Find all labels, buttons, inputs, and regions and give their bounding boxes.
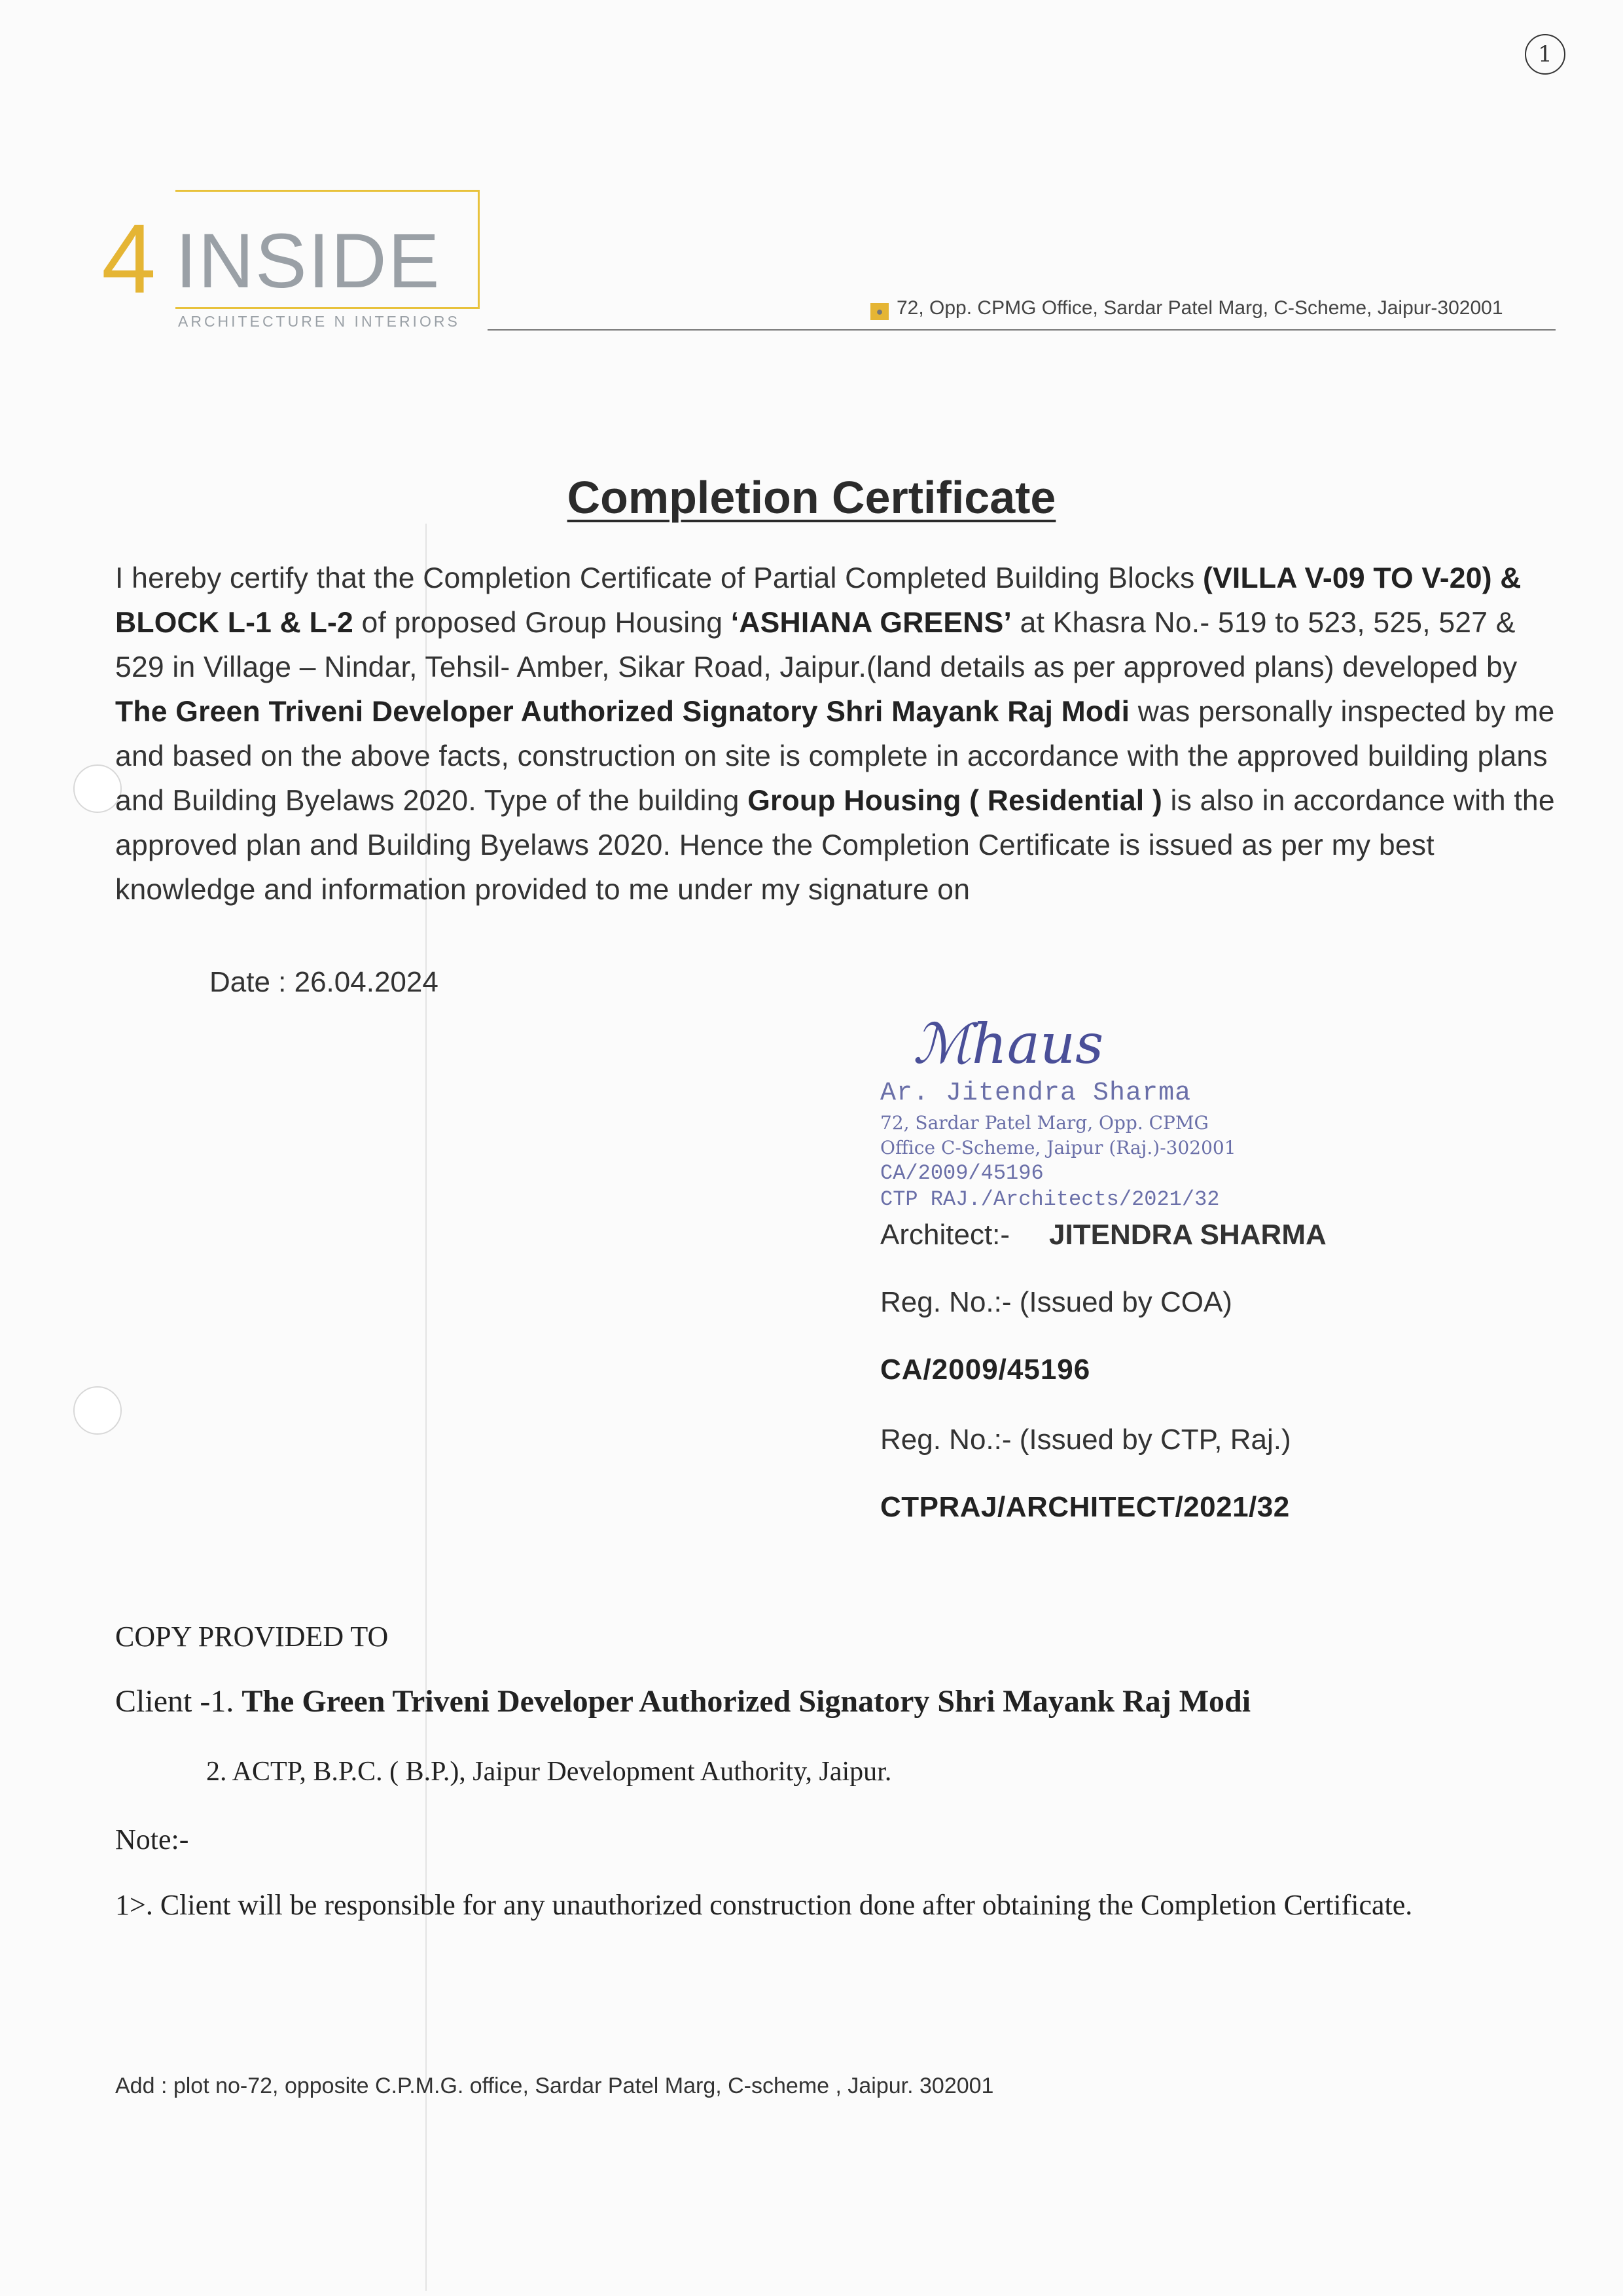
punch-hole-top bbox=[73, 764, 122, 813]
stamp-address-1: 72, Sardar Patel Marg, Opp. CPMG bbox=[880, 1112, 1209, 1134]
note-label: Note:- bbox=[115, 1823, 189, 1856]
copy-heading: COPY PROVIDED TO bbox=[115, 1621, 389, 1653]
issue-date: Date : 26.04.2024 bbox=[209, 966, 438, 998]
logo-numeral: 4 bbox=[101, 204, 156, 314]
copy-client-name: The Green Triveni Developer Authorized Signatory Shri Mayank Raj Modi bbox=[241, 1684, 1251, 1719]
letterhead-address-text: 72, Opp. CPMG Office, Sardar Patel Marg, C-Scheme, Jaipur-302001 bbox=[897, 297, 1503, 319]
architect-label: Architect:- bbox=[880, 1219, 1010, 1251]
body-project-name: ‘ASHIANA GREENS’ bbox=[730, 607, 1012, 639]
footer-address: Add : plot no-72, opposite C.P.M.G. office, Sardar Patel Marg, C-scheme , Jaipur. 302001 bbox=[115, 2073, 994, 2098]
stamp-reg-2: CTP RAJ./Architects/2021/32 bbox=[880, 1187, 1220, 1211]
company-logo bbox=[98, 190, 484, 331]
body-text-2: of proposed Group Housing bbox=[353, 607, 731, 639]
body-text-4: was personally inspected by me and based on the above facts, construction on site is complete in accordance with the approved building plans and Building Byelaws 2020. Type of the building bbox=[115, 696, 1555, 817]
copy-recipient-2: 2. ACTP, B.P.C. ( B.P.), Jaipur Development Authority, Jaipur. bbox=[206, 1757, 892, 1787]
stamp-address-2: Office C-Scheme, Jaipur (Raj.)-302001 bbox=[880, 1137, 1236, 1158]
certificate-body bbox=[115, 556, 1561, 912]
stamp-name: Ar. Jitendra Sharma bbox=[880, 1079, 1192, 1108]
stamp-reg-1: CA/2009/45196 bbox=[880, 1161, 1044, 1185]
signature-block bbox=[880, 1011, 1535, 1213]
body-blocks: (VILLA V-09 TO V-20) & BLOCK L-1 & L-2 bbox=[115, 562, 1522, 639]
header-divider bbox=[488, 329, 1556, 331]
architect-name: JITENDRA SHARMA bbox=[1049, 1219, 1327, 1251]
copy-client-1 bbox=[115, 1683, 1251, 1719]
note-item-1: 1>. Client will be responsible for any unauthorized construction done after obtaining the Completion Certificate. bbox=[115, 1889, 1413, 1921]
reg-ctp-label: Reg. No.:- (Issued by CTP, Raj.) bbox=[880, 1424, 1291, 1456]
logo-wordmark: INSIDE bbox=[175, 218, 441, 304]
punch-hole-bottom bbox=[73, 1386, 122, 1435]
body-text-1: I hereby certify that the Completion Certificate of Partial Completed Building Blocks bbox=[115, 562, 1204, 594]
logo-tagline: ARCHITECTURE N INTERIORS bbox=[178, 313, 460, 330]
body-developer: The Green Triveni Developer Authorized Signatory Shri Mayank Raj Modi bbox=[115, 696, 1130, 728]
page-number-mark: 1 bbox=[1525, 34, 1565, 75]
architect-line bbox=[880, 1219, 1327, 1251]
reg-ctp-number: CTPRAJ/ARCHITECT/2021/32 bbox=[880, 1491, 1290, 1523]
reg-coa-label: Reg. No.:- (Issued by COA) bbox=[880, 1286, 1232, 1318]
location-pin-icon: ● bbox=[870, 303, 889, 320]
body-building-type: Group Housing ( Residential ) bbox=[747, 785, 1162, 817]
handwritten-signature: ℳhaus bbox=[913, 1012, 1104, 1076]
page-title: Completion Certificate bbox=[567, 472, 1056, 523]
body-text-5: is also in accordance with the approved plan and Building Byelaws 2020. Hence the Completion Certificate is issued as per my best knowledge and information provided to me under my signature on bbox=[115, 785, 1555, 906]
copy-client-prefix: Client -1. bbox=[115, 1684, 242, 1719]
architect-stamp bbox=[880, 1077, 1535, 1213]
reg-coa-number: CA/2009/45196 bbox=[880, 1354, 1091, 1386]
body-text-3: at Khasra No.- 519 to 523, 525, 527 & 529 in Village – Nindar, Tehsil- Amber, Sikar Road, Jaipur.(land details as per approved plans) developed by bbox=[115, 607, 1518, 683]
letterhead-address bbox=[870, 297, 1503, 320]
